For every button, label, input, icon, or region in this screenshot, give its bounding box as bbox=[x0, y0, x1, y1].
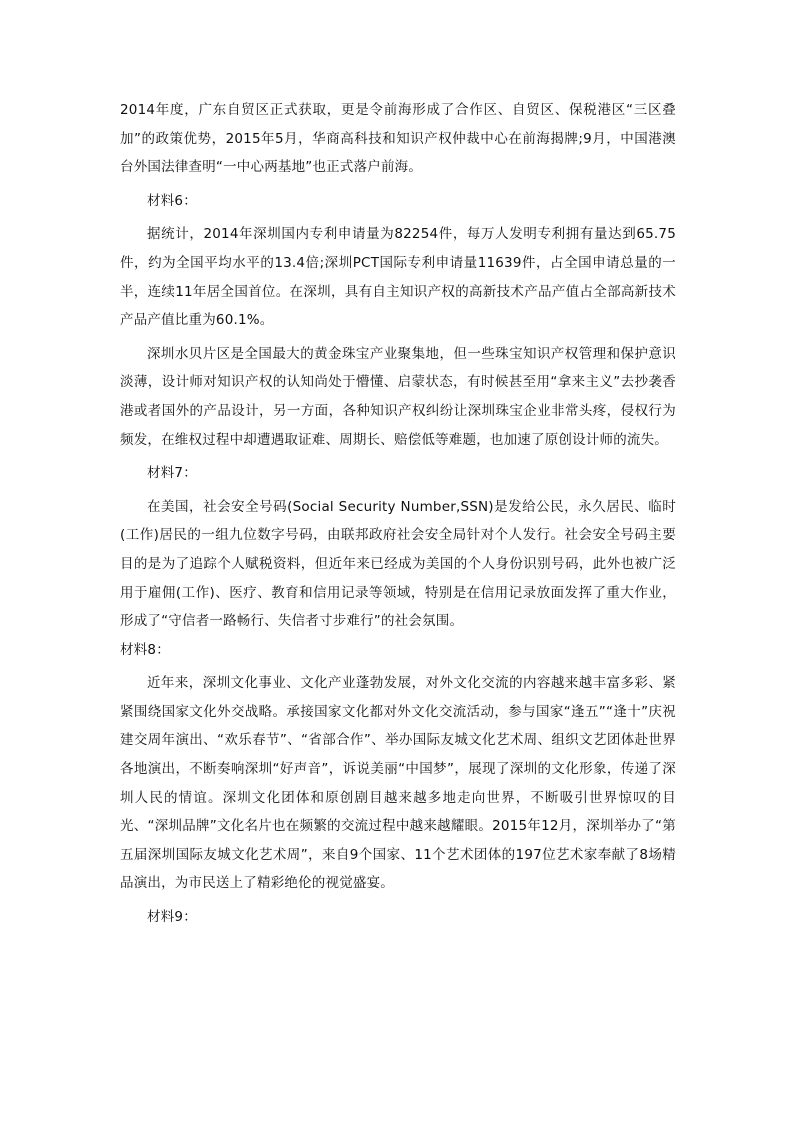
material-6-label: 材料6： bbox=[147, 192, 197, 209]
document-page bbox=[120, 96, 676, 932]
paragraph-patent-statistics: 据统计，2014年深圳国内专利申请量为82254件，每万人发明专利拥有量达到65.75件，约为全国平均水平的13.4倍;深圳PCT国际专利申请量11639件，占全国申请总量的一半，连续11年居全国首位。在深圳，具有自主知识产权的高新技术产品产值占全部高新技术产品产值比重为60.1%。 bbox=[120, 226, 676, 329]
material-9-label: 材料9： bbox=[147, 909, 197, 926]
material-7-label: 材料7： bbox=[147, 465, 197, 482]
paragraph-social-security-number: 在美国，社会安全号码(Social Security Number,SSN)是发给公民，永久居民、临时(工作)居民的一组九位数字号码，由联邦政府社会安全局针对个人发行。社会安全号码主要目的是为了追踪个人赋税资料，但近年来已经成为美国的个人身份识别号码，此外也被广泛用于雇佣(工作)、医疗、教育和信用记录等领域，特别是在信用记录放面发挥了重大作业，形成了“守信者一路畅行、失信者寸步难行”的社会氛围。 bbox=[120, 498, 676, 630]
paragraph-shuibei-jewelry: 深圳水贝片区是全国最大的黄金珠宝产业聚集地，但一些珠宝知识产权管理和保护意识淡薄，设计师对知识产权的认知尚处于懵懂、启蒙状态，有时候甚至用“拿来主义”去抄袭香港或者国外的产品设计，另一方面，各种知识产权纠纷让深圳珠宝企业非常头疼，侵权行为频发，在维权过程中却遭遇取证难、周期长、赔偿低等难题，也加速了原创设计师的流失。 bbox=[120, 345, 676, 448]
paragraph-cultural-exchange: 近年来，深圳文化事业、文化产业蓬勃发展，对外文化交流的内容越来越丰富多彩、紧紧围绕国家文化外交战略。承接国家文化都对外文化交流活动，参与国家“逢五”“逢十”庆祝建交周年演出、“欢乐春节”、“省部合作”、举办国际友城文化艺术周、组织文艺团体赴世界各地演出，不断奏响深圳“好声音”，诉说美丽“中国梦”，展现了深圳的文化形象，传递了深圳人民的情谊。深圳文化团体和原创剧目越来越多地走向世界，不断吸引世界惊叹的目光、“深圳品牌”文化名片也在频繁的交流过程中越来越耀眼。2015年12月，深圳举办了“第五届深圳国际友城文化艺术周”，来自9个国家、11个艺术团体的197位艺术家奉献了8场精品演出，为市民送上了精彩绝伦的视觉盛宴。 bbox=[120, 675, 676, 892]
paragraph-free-trade-zone: 2014年度，广东自贸区正式获取，更是令前海形成了合作区、自贸区、保税港区“三区叠加”的政策优势，2015年5月，华商高科技和知识产权仲裁中心在前海揭牌;9月，中国港澳台外国法律查明“一中心两基地”也正式落户前海。 bbox=[120, 102, 676, 176]
material-8-label: 材料8： bbox=[120, 641, 170, 658]
